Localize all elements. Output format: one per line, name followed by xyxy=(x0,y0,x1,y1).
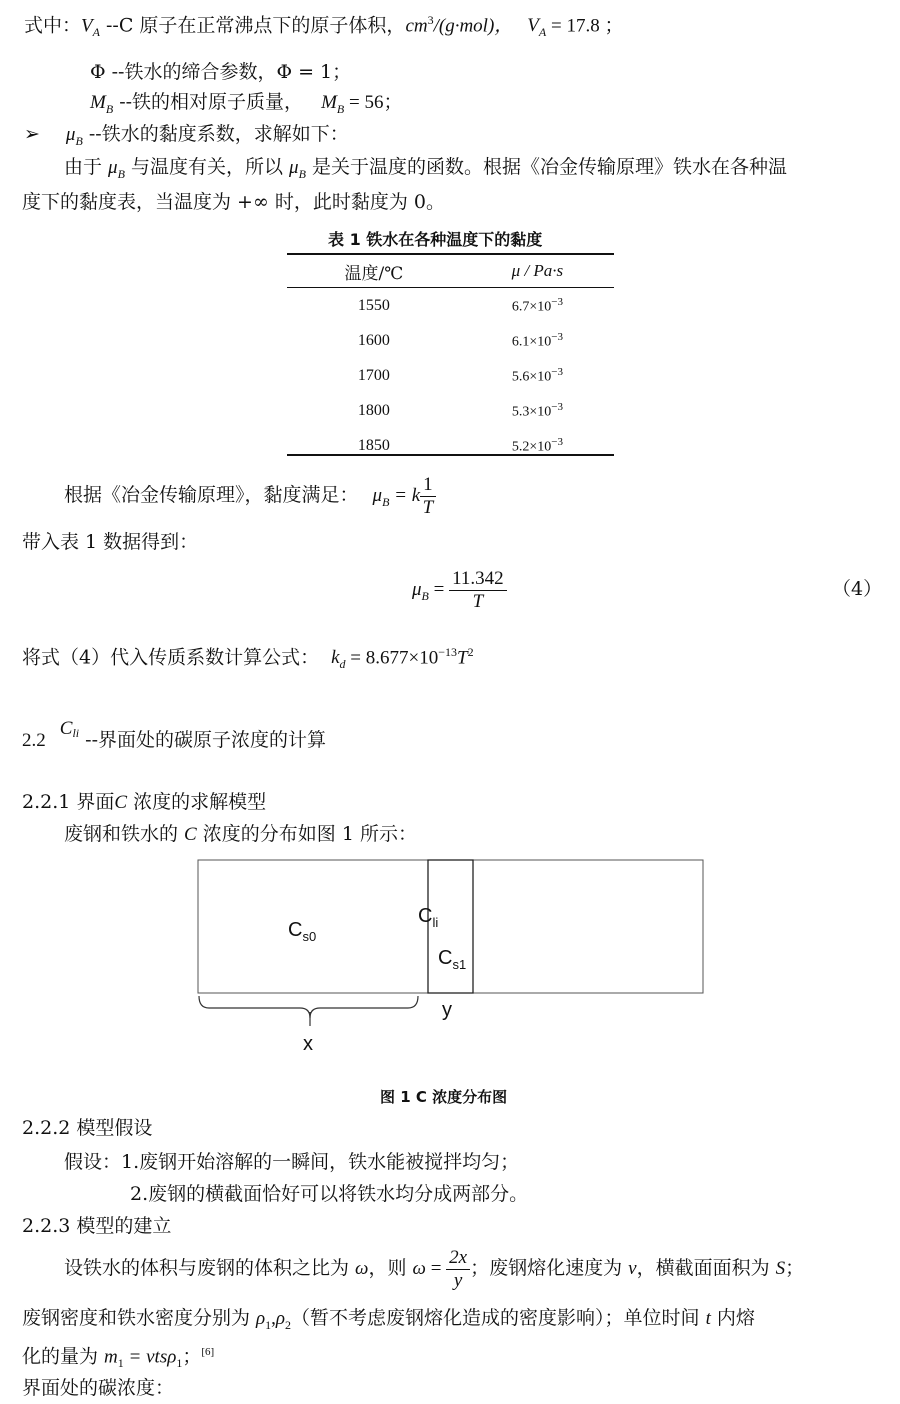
viscosity-mantissa: 5.3×10 xyxy=(511,404,552,420)
viscosity-exponent: −3 xyxy=(551,400,563,413)
table-cell-viscosity xyxy=(461,288,614,324)
fraction-1-over-t: $\frac{1}{T}$ xyxy=(420,474,436,519)
table-header-temperature: 温度/℃ xyxy=(287,255,461,288)
assumption-2: 2.废钢的横截面恰好可以将铁水均分成两部分。 xyxy=(130,1183,529,1205)
citation-ref: [6] xyxy=(201,1346,215,1358)
table-row xyxy=(287,428,614,463)
assumption-1: 假设：1.废钢开始溶解的一瞬间，铁水能被搅拌均匀； xyxy=(64,1151,520,1173)
table-cell-viscosity xyxy=(461,428,614,463)
table-row xyxy=(287,288,614,324)
equation-4-tag: （4） xyxy=(832,578,883,600)
section-heading-2-2-1: 2.2.1 界面C 浓度的求解模型 xyxy=(22,791,267,813)
table-cell-temperature: 1800 xyxy=(357,401,390,419)
table-cell-temperature: 1550 xyxy=(357,296,390,314)
paragraph-va-definition: 式中：$V_A$ --C 原子在正常沸点下的原子体积，$cm^3/(g\cdot mol)$， $V_A = 17.8$ ； xyxy=(24,13,624,40)
paragraph-melted-amount: 化的量为 $m_1 = vts\rho_1$；[6] xyxy=(22,1345,215,1371)
paragraph-viscosity-intro: 由于 $\mu_B$ 与温度有关，所以 $\mu_B$ 是关于温度的函数。根据《冶金传输原理》铁水在各种温 xyxy=(64,156,787,181)
fraction-11342-over-t: $\frac{11.342}{T}$ xyxy=(449,568,507,613)
table-cell-temperature: 1700 xyxy=(357,366,390,384)
table-row xyxy=(287,323,614,358)
table-bottom-rule xyxy=(287,454,614,456)
viscosity-exponent: −3 xyxy=(551,435,563,448)
section-heading-2-2: $2.2C_{li}$ --界面处的碳原子浓度的计算 xyxy=(22,718,326,751)
figure-label-cli: $C_{li}$ xyxy=(418,905,439,930)
section-heading-2-2-2: 2.2.2 模型假设 xyxy=(22,1117,153,1139)
table-caption: 表 1 铁水在各种温度下的黏度 xyxy=(328,230,543,249)
paragraph-figure-intro: 废钢和铁水的 C 浓度的分布如图 1 所示： xyxy=(64,823,417,845)
fraction-2x-over-y: $\frac{2x}{y}$ xyxy=(446,1247,470,1292)
paragraph-viscosity-formula: 根据《冶金传输原理》，黏度满足： $\mu_B = k$ $\frac{1}{T}$ xyxy=(64,470,436,520)
figure-label-cs0: $C_{s0}$ xyxy=(288,919,317,944)
table-cell-temperature: 1850 xyxy=(357,436,390,454)
equation-4: $\mu_B$ = $\frac{11.342}{T}$ xyxy=(412,563,507,615)
viscosity-mantissa: 5.6×10 xyxy=(511,369,552,385)
section-heading-2-2-3: 2.2.3 模型的建立 xyxy=(22,1215,172,1237)
table-row xyxy=(287,358,614,393)
viscosity-exponent: −3 xyxy=(551,330,563,343)
table-row xyxy=(287,393,614,428)
bullet-arrow-icon: ➢ xyxy=(24,123,40,145)
paragraph-substitute-table: 带入表 1 数据得到： xyxy=(22,531,199,553)
viscosity-exponent: −3 xyxy=(551,365,563,378)
viscosity-exponent: −3 xyxy=(551,295,563,308)
table-cell-viscosity xyxy=(461,358,614,393)
viscosity-mantissa: 5.2×10 xyxy=(511,439,552,455)
paragraph-mub-definition: ➢ $\mu_B$ --铁水的黏度系数，求解如下： xyxy=(24,123,349,148)
viscosity-table xyxy=(287,255,614,463)
figure-x-brace xyxy=(199,996,418,1018)
paragraph-mb-definition: $M_B$ --铁的相对原子质量， $M_B = 56$； xyxy=(90,91,403,116)
figure-label-x: x xyxy=(303,1033,313,1055)
table-cell-viscosity xyxy=(461,393,614,428)
table-cell-temperature: 1600 xyxy=(357,331,390,349)
figure-caption: 图 1 C 浓度分布图 xyxy=(380,1088,508,1106)
viscosity-mantissa: 6.1×10 xyxy=(511,334,552,350)
table-cell-viscosity xyxy=(461,323,614,358)
table-header-viscosity: μ / Pa·s xyxy=(461,255,614,288)
figure-label-y: y xyxy=(442,999,452,1021)
figure-label-cs1: $C_{s1}$ xyxy=(438,947,467,972)
paragraph-interface-carbon: 界面处的碳浓度： xyxy=(22,1377,175,1399)
paragraph-viscosity-intro-cont: 度下的黏度表，当温度为 +∞ 时，此时黏度为 0。 xyxy=(22,191,445,213)
paragraph-volume-ratio: 设铁水的体积与废钢的体积之比为 ω，则 ω = $\frac{2x}{y}$ ；废钢熔化速度为 v，横截面面积为 S； xyxy=(64,1246,805,1291)
paragraph-phi-definition: Φ --铁水的缔合参数，Φ = 1； xyxy=(90,61,352,83)
viscosity-mantissa: 6.7×10 xyxy=(511,299,552,315)
paragraph-density: 废钢密度和铁水密度分别为 $\rho_1,\rho_2$（暂不考虑废钢熔化造成的密度影响）；单位时间 t 内熔 xyxy=(22,1307,755,1332)
paragraph-mass-transfer-coef: 将式（4）代入传质系数计算公式： $k_d = 8.677\times 10^{-13}T^2$ xyxy=(22,645,474,672)
